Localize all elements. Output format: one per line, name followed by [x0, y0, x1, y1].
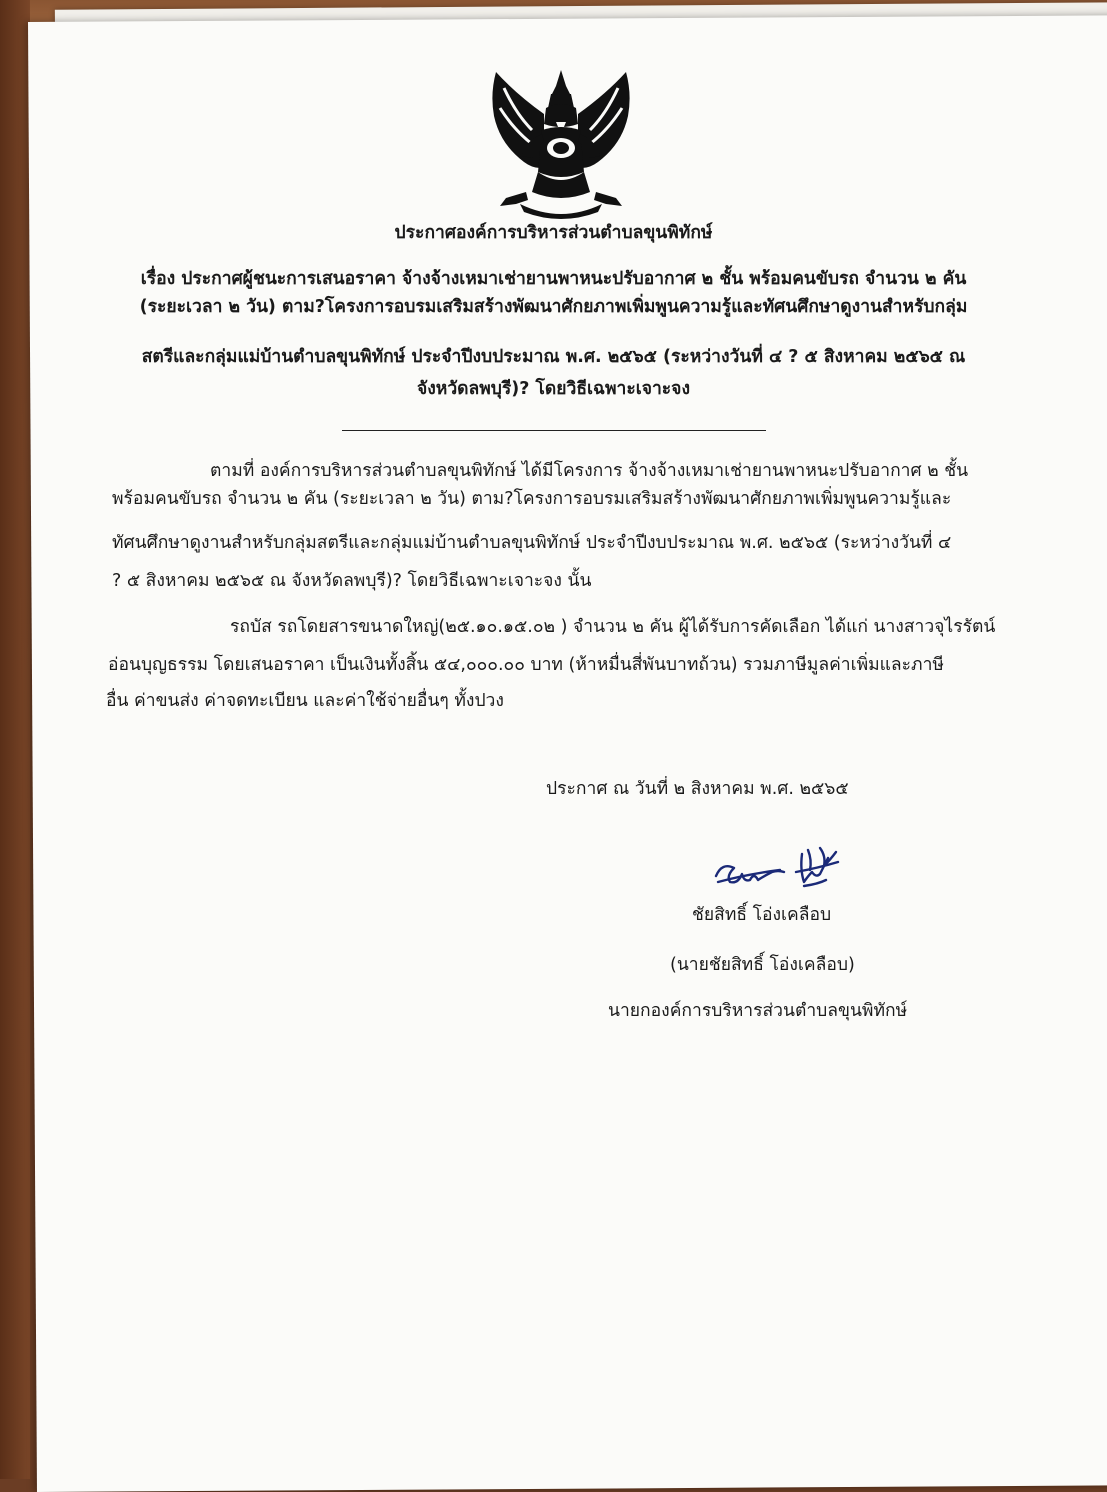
paragraph-1-line-4: ? ๕ สิงหาคม ๒๕๖๕ ณ จังหวัดลพบุรี)? โดยวิธีเฉพาะเจาะจง นั้น: [112, 571, 592, 591]
subject-line-4: จังหวัดลพบุรี)? โดยวิธีเฉพาะเจาะจง: [417, 379, 690, 399]
signatory-typed-name: ชัยสิทธิ์ โอ่งเคลือบ: [692, 905, 832, 925]
paragraph-1-line-3: ทัศนศึกษาดูงานสำหรับกลุ่มสตรีและกลุ่มแม่บ้านตำบลขุนพิทักษ์ ประจำปีงบประมาณ พ.ศ. ๒๕๖๕ (ระหว่างวันที่ ๔: [112, 533, 952, 553]
subject-line-3: สตรีและกลุ่มแม่บ้านตำบลขุนพิทักษ์ ประจำปีงบประมาณ พ.ศ. ๒๕๖๕ (ระหว่างวันที่ ๔ ? ๕ สิงหาคม ๒๕๖๕ ณ: [141, 347, 966, 367]
paragraph-1-line-1: ตามที่ องค์การบริหารส่วนตำบลขุนพิทักษ์ ได้มีโครงการ จ้างจ้างเหมาเช่ายานพาหนะปรับอากาศ ๒ ชั้น: [210, 461, 969, 481]
divider-line: [342, 430, 766, 431]
announcement-date: ประกาศ ณ วันที่ ๒ สิงหาคม พ.ศ. ๒๕๖๕: [546, 779, 849, 799]
paragraph-2-line-3: อื่น ค่าขนส่ง ค่าจดทะเบียน และค่าใช้จ่ายอื่นๆ ทั้งปวง: [106, 691, 504, 711]
signatory-full-name: (นายชัยสิทธิ์ โอ่งเคลือบ): [670, 955, 855, 975]
paragraph-1-line-2: พร้อมคนขับรถ จำนวน ๒ คัน (ระยะเวลา ๒ วัน) ตาม?โครงการอบรมเสริมสร้างพัฒนาศักยภาพเพิ่มพูนความรู้และ: [112, 489, 952, 509]
signatory-position: นายกองค์การบริหารส่วนตำบลขุนพิทักษ์: [608, 1001, 908, 1021]
subject-line-1: เรื่อง ประกาศผู้ชนะการเสนอราคา จ้างจ้างเหมาเช่ายานพาหนะปรับอากาศ ๒ ชั้น พร้อมคนขับรถ จำนวน ๒ คัน: [140, 269, 967, 289]
paragraph-2-line-2: อ่อนบุญธรรม โดยเสนอราคา เป็นเงินทั้งสิ้น ๕๔,๐๐๐.๐๐ บาท (ห้าหมื่นสี่พันบาทถ้วน) รวมภาษีมูลค่าเพิ่มและภาษี: [108, 655, 944, 675]
garuda-emblem-icon: [486, 64, 636, 220]
subject-line-2: (ระยะเวลา ๒ วัน) ตาม?โครงการอบรมเสริมสร้างพัฒนาศักยภาพเพิ่มพูนความรู้และทัศนศึกษาดูงานสำหรับกลุ่ม: [139, 297, 968, 317]
handwritten-signature-icon: [708, 842, 848, 898]
paragraph-2-line-1: รถบัส รถโดยสารขนาดใหญ่(๒๕.๑๐.๑๕.๐๒ ) จำนวน ๒ คัน ผู้ได้รับการคัดเลือก ได้แก่ นางสาวจุไรรัตน์: [230, 617, 996, 637]
announcement-title: ประกาศองค์การบริหารส่วนตำบลขุนพิทักษ์: [394, 223, 713, 243]
